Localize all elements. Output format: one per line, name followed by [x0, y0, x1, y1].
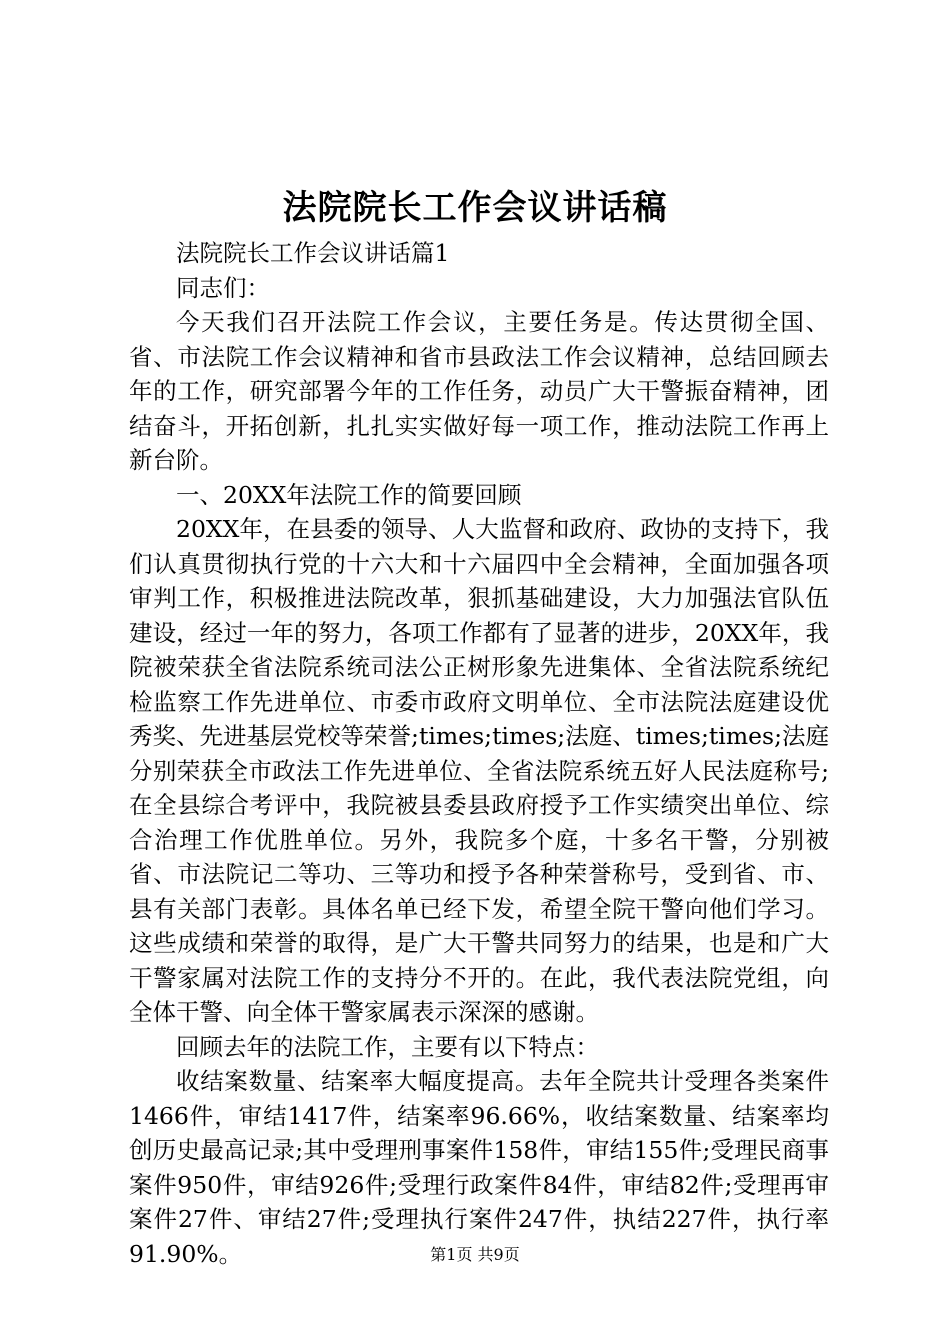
document-body [129, 236, 829, 1271]
body-paragraph: 收结案数量、结案率大幅度提高。去年全院共计受理各类案件1466件，审结1417件，结案率96.66%，收结案数量、结案率均创历史最高记录;其中受理刑事案件158件，审结155件;受理民商事案件950件，审结926件;受理行政案件84件，审结82件;受理再审案件27件、审结27件;受理执行案件247件，执结227件，执行率91.90%。 [129, 1067, 829, 1268]
section-heading: 一、20XX年法院工作的简要回顾 [176, 480, 522, 509]
body-paragraph: 20XX年，在县委的领导、人大监督和政府、政协的支持下，我们认真贯彻执行党的十六大和十六届四中全会精神，全面加强各项审判工作，积极推进法院改革，狠抓基础建设，大力加强法官队伍建设，经过一年的努力，各项工作都有了显著的进步，20XX年，我院被荣获全省法院系统司法公正树形象先进集体、全省法院系统纪检监察工作先进单位、市委市政府文明单位、全市法院法庭建设优秀奖、先进基层党校等荣誉;times;times;法庭、times;times;法庭分别荣获全市政法工作先进单位、全省法院系统五好人民法庭称号;在全县综合考评中，我院被县委县政府授予工作实绩突出单位、综合治理工作优胜单位。另外，我院多个庭，十多名干警，分别被省、市法院记二等功、三等功和授予各种荣誉称号，受到省、市、县有关部门表彰。具体名单已经下发，希望全院干警向他们学习。这些成绩和荣誉的取得，是广大干警共同努力的结果，也是和广大干警家属对法院工作的支持分不开的。在此，我代表法院党组，向全体干警、向全体干警家属表示深深的感谢。 [129, 515, 829, 1026]
section-heading: 法院院长工作会议讲话篇1 [176, 239, 450, 267]
body-paragraph: 回顾去年的法院工作，主要有以下特点： [176, 1032, 599, 1061]
document-title: 法院院长工作会议讲话稿 [282, 188, 668, 228]
body-paragraph: 今天我们召开法院工作会议，主要任务是。传达贯彻全国、省、市法院工作会议精神和省市县政法工作会议精神，总结回顾去年的工作，研究部署今年的工作任务，动员广大干警振奋精神，团结奋斗，开拓创新，扎扎实实做好每一项工作，推动法院工作再上新台阶。 [129, 308, 829, 474]
page-number-footer: 第1页 共9页 [430, 1245, 520, 1264]
salutation: 同志们： [176, 273, 270, 302]
